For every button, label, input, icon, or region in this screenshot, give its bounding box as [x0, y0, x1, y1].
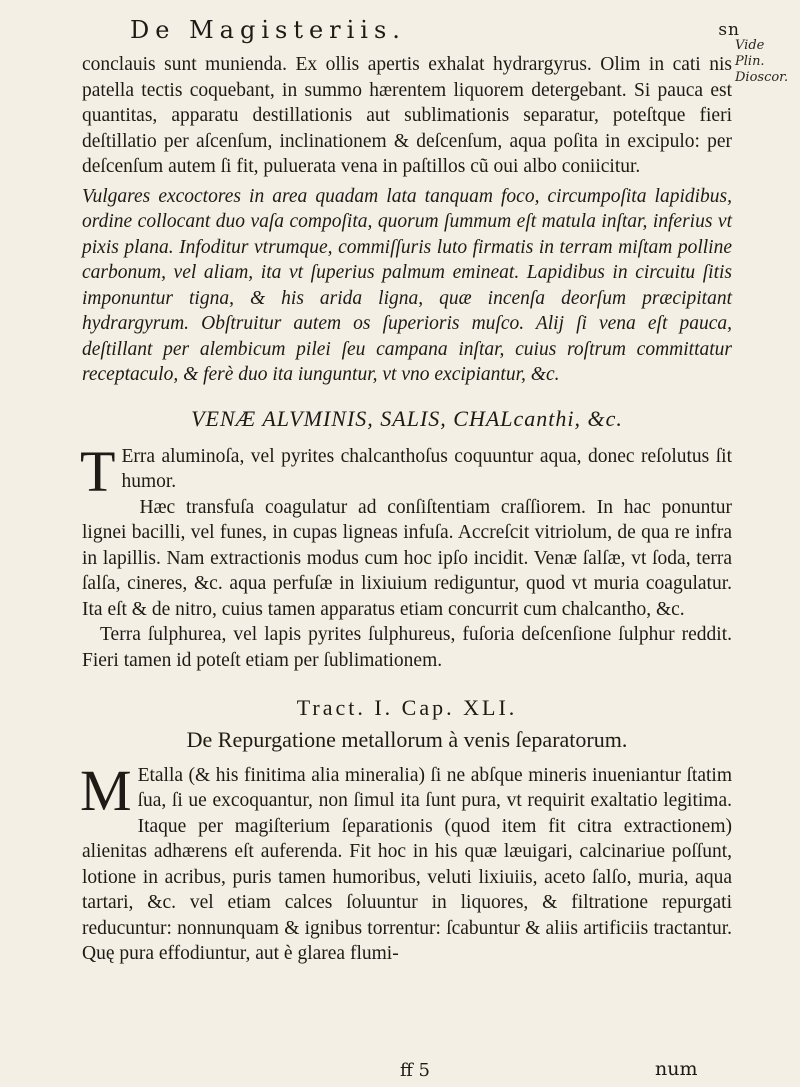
dropcap-paragraph — [80, 438, 732, 504]
drop-cap-letter-m: M — [80, 757, 132, 823]
italic-paragraph: Vulgares excoctores in area quadam lata tanquam foco, circumpoſita lapidibus, ordine collocant duo vaſa compoſita, quorum ſummum eſt matula inſtar, inferius vt pixis plana. Infoditur vtrumque, commiſſuris luto firmatis in terram miſtam polline carbonum, vel aliam, ita vt ſuperius palmum emineat. Lapidibus in circuitu ſitis imponuntur tigna, & his arida ligna, quæ incenſa deorſum præcipitant hydrargyrum. Obſtruitur autem os ſuperioris muſco. Alij ſi vena eſt pauca, deſtillant per alembicum pilei ſeu campana inſtar, cuius roſtrum committatur receptaculo, & ferè duo ita iunguntur, vt vno excipiantur, &c. — [82, 185, 732, 385]
dropcap-paragraph-text: Erra aluminoſa, vel pyrites chalcanthoſus coquuntur aqua, donec reſolutus ſit humor. — [121, 445, 732, 492]
final-paragraph-text: Etalla (& his finitima alia mineralia) ſi ne abſque mineris inueniantur ſtatim ſua, ſi ue excoquantur, non ſimul ita ſunt pura, vt requirit exaltatio legitima. Itaque per magiſterium ſeparationis (quod item fit citra extractionem) alienitas adhærens eſt auferenda. Fit hoc in his quæ læuigari, calcinariue poſſunt, lotione in acribus, puris tamen humoribus, veluti lixiuiis, aceto ſalſo, muria, aqua tartari, &c. vel etiam calces ſoluuntur in liquores, & filtratione repurgati reducuntur: nonnunquam & ignibus torrentur: ſcabuntur & aliis artificiis tractantur. Quę pura effodiuntur, aut è glarea flumi- — [82, 764, 732, 964]
signature-mark: ff 5 — [400, 1060, 430, 1081]
paragraph-top: conclauis sunt munienda. Ex ollis apertis exhalat hydrargyrus. Olim in cati nis patella tectis coquebant, in summo hærentem liquorem detergebant. Si pauca est quantitas, apparatu destillationis aut sublimationis separatur, poteſtque fieri deſtillatio per aſcenſum, inclinationem & deſcenſum, aqua poſita in excipulo: per deſcenſum autem ſi fit, puluerata vena in paſtillos cũ oui albo coniicitur. — [82, 54, 732, 177]
catch-word: num — [655, 1058, 698, 1080]
final-paragraph — [80, 757, 732, 967]
chapter-title: De Repurgatione metallorum à venis ſeparatorum. — [186, 726, 628, 752]
page-number: sn — [718, 20, 740, 40]
section-heading: VENÆ ALVMINIS, SALIS, CHALcanthi, &c. — [191, 405, 623, 431]
paragraph-middle-2: Terra ſulphurea, vel lapis pyrites ſulphureus, fuſoria deſcenſione ſulphur reddit. Fieri tamen id poteſt etiam per ſublimationem. — [82, 624, 732, 671]
drop-cap-letter: T — [80, 438, 116, 504]
running-head — [130, 10, 740, 44]
running-head-title: De Magisteriis. — [130, 16, 406, 44]
chapter-label: Tract. I. Cap. XLI. — [296, 695, 518, 720]
paragraph-middle-1: Hæc transfuſa coagulatur ad conſiſtentiam craſſiorem. In hac ponuntur lignei bacilli, vel funes, in cupas ligneas infuſa. Accreſcit vitriolum, de qua re infra in lapillis. Nam extractionis modus cum hoc ipſo incidit. Venæ ſalſæ, vt ſoda, terra ſalſa, cineres, &c. aqua perfuſæ in lixiuium rediguntur, quod vt muria coagulatur. Ita eſt & de nitro, cuius tamen apparatus etiam concurrit cum chalcantho, &c. — [82, 496, 732, 620]
body-text — [82, 52, 732, 967]
margin-note: Vide Plin. Dioscor. — [735, 38, 789, 85]
